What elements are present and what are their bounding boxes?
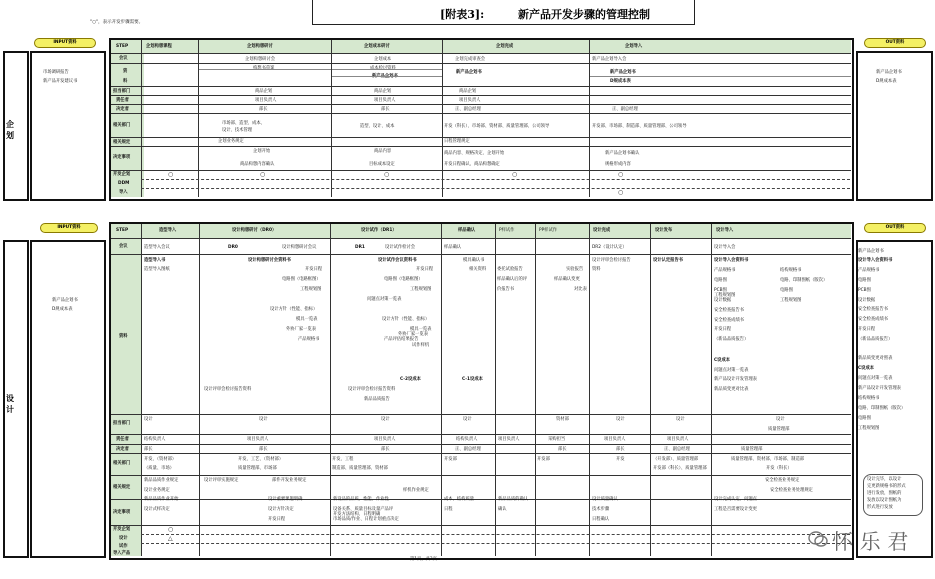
design-decision-18: 设计完成认定、问题点 bbox=[714, 497, 757, 502]
design-out-9: 开发日程 bbox=[858, 327, 876, 332]
plan-related-2: 设计、技术管理 bbox=[222, 128, 253, 133]
plan-data-4: 新产品企划书 bbox=[372, 74, 398, 79]
design-col3-6: 设计方针（性能、指标） bbox=[382, 317, 430, 322]
plan-step-3: 企划成本研讨 bbox=[364, 44, 390, 49]
design-col5-1: 委托试验报告 bbox=[497, 267, 523, 272]
design-owner-5: 项目负责人 bbox=[498, 437, 520, 442]
plan-row-related: 相关部门 bbox=[113, 123, 131, 128]
design-related-4: 质量管理部、市场部 bbox=[238, 466, 277, 471]
plan-data-1: 构想书草案 bbox=[253, 66, 275, 71]
design-col3-11: C-2设成本 bbox=[400, 377, 421, 382]
plan-decider-1: 部长 bbox=[259, 107, 268, 112]
design-rule-2: 设计业务规定 bbox=[144, 488, 170, 493]
design-dept-1: 设计 bbox=[144, 417, 153, 422]
plan-input-item-2: 新产品开发建议书 bbox=[43, 79, 78, 84]
design-decision-15: 设计质量确认 bbox=[592, 497, 618, 502]
design-row-data: 资料 bbox=[119, 334, 128, 339]
plan-input-item-1: 市场调研报告 bbox=[43, 70, 69, 75]
design-col6-2: 样品确认变更 bbox=[554, 277, 580, 282]
plan-decision-7: 新产品企划书确认 bbox=[605, 151, 640, 156]
design-col2-6: 模具一览表 bbox=[296, 317, 318, 322]
plan-decider-3: 正、副总经理 bbox=[455, 107, 481, 112]
design-out-12: C设成本 bbox=[858, 366, 875, 371]
plan-owner-1: 项目负责人 bbox=[255, 98, 277, 103]
plan-dept-2: 商品企划 bbox=[374, 89, 392, 94]
design-row-decisions: 决定事项 bbox=[113, 510, 131, 515]
design-note-1: 设计完毕，以设计 bbox=[867, 477, 902, 482]
design-related-5: 开发、工程 bbox=[332, 457, 354, 462]
plan-data-2: 成本检讨资料 bbox=[370, 66, 396, 71]
design-out-3: 产品规格书 bbox=[858, 268, 880, 273]
design-dept-4: 设计 bbox=[463, 417, 472, 422]
design-dept-8: 设计 bbox=[776, 417, 785, 422]
design-row-related: 相关部门 bbox=[113, 461, 131, 466]
plan-row-rules: 相关规定 bbox=[113, 140, 131, 145]
title-prefix: [附表3]: bbox=[440, 8, 485, 21]
design-out-5: PCB图 bbox=[858, 288, 871, 293]
design-decision-3: 设计重要课题明确 bbox=[268, 497, 303, 502]
design-col3-3: 电路图（电路框图） bbox=[384, 277, 423, 282]
design-col9-14: 新品质变更对比表 bbox=[714, 387, 749, 392]
design-col9-7: 安全检查报告书 bbox=[714, 308, 745, 313]
design-related-12: 开发（科长） bbox=[766, 466, 792, 471]
plan-circle-5: ○ bbox=[618, 171, 624, 178]
design-col9-9: 开发日程 bbox=[714, 327, 732, 332]
design-related-6: 制造部、质量管理部、资材部 bbox=[332, 466, 388, 471]
plan-decision-5: 商品内容、规格决定、企划开始 bbox=[444, 151, 505, 156]
design-step-5: P样试作 bbox=[499, 228, 515, 233]
plan-meeting-4: 新产品企划导入会 bbox=[592, 57, 627, 62]
design-col3-9: 产品评估结果报告 bbox=[384, 337, 419, 342]
plan-side-label: 企划 bbox=[6, 120, 14, 140]
design-dept-9: 质量管理部 bbox=[768, 427, 790, 432]
design-meeting-6: 样品确认 bbox=[444, 245, 462, 250]
design-col7-1: 设计评审会检讨报告 bbox=[592, 258, 631, 263]
plan-dept-3: 商品企划 bbox=[459, 89, 477, 94]
design-decider-4: 正、副总经理 bbox=[455, 447, 481, 452]
design-meeting-2: DR0 bbox=[228, 245, 238, 250]
design-decision-12: 新品品质的确认 bbox=[498, 497, 529, 502]
design-col1-2: 造型导入图纸 bbox=[144, 267, 170, 272]
plan-meeting-1: 企划构想研讨会 bbox=[245, 57, 276, 62]
design-row-step: STEP bbox=[116, 228, 129, 233]
design-decision-2: 设计式样决定 bbox=[144, 507, 170, 512]
design-col9-4: PCB图 bbox=[714, 288, 727, 293]
design-rule-6: 安全检查业务规定 bbox=[765, 478, 800, 483]
plan-circle-3: ○ bbox=[384, 171, 390, 178]
plan-output-button[interactable]: OUT资料 bbox=[864, 38, 926, 48]
design-input-item-1: 新产品企划书 bbox=[52, 298, 78, 303]
design-out-11: 新品质变更对照表 bbox=[858, 356, 893, 361]
design-circle-1: ○ bbox=[168, 526, 174, 533]
plan-decision-1: 企划开始 bbox=[253, 149, 271, 154]
plan-data-5: 新产品企划书 bbox=[610, 70, 636, 75]
design-step-7: 设计完成 bbox=[593, 228, 611, 233]
design-triangle-1: △ bbox=[168, 535, 173, 542]
plan-step-5: 企划导入 bbox=[625, 44, 643, 49]
design-col3-8: 外协厂家一览表 bbox=[398, 332, 429, 337]
plan-owner-3: 项目负责人 bbox=[459, 98, 481, 103]
plan-decision-2: 商品构想内容确认 bbox=[240, 162, 275, 167]
design-col6-1: 实验报告 bbox=[566, 267, 584, 272]
design-owner-1: 结构负责人 bbox=[144, 437, 166, 442]
design-out-1: 新产品企划书 bbox=[858, 249, 884, 254]
plan-circle-2: ○ bbox=[260, 171, 266, 178]
plan-row-owner: 责任者 bbox=[116, 98, 129, 103]
design-out-15: 结构规格书 bbox=[858, 396, 880, 401]
design-note-3: 进行发放，图纸的 bbox=[867, 491, 902, 496]
design-col3-4: 工程规划图 bbox=[410, 287, 432, 292]
design-step-2: 设计构想研讨（DR0） bbox=[232, 228, 277, 233]
plan-rule-2: 日程管理规定 bbox=[444, 139, 470, 144]
design-decision-14: 确认 bbox=[498, 507, 507, 512]
design-col6-3: 对比表 bbox=[574, 287, 587, 292]
design-note-4: 发放以设计图纸为 bbox=[867, 498, 902, 503]
design-decision-11: 日程 bbox=[444, 507, 453, 512]
plan-row-step: STEP bbox=[116, 44, 129, 49]
plan-row-ddm: DDM bbox=[118, 181, 130, 186]
design-row-kaifa: 开发企划 bbox=[113, 527, 131, 532]
plan-meeting-3: 企划完成审查会 bbox=[455, 57, 486, 62]
design-decision-5: 开发日程 bbox=[268, 517, 286, 522]
design-meeting-1: 造型导入会议 bbox=[144, 245, 170, 250]
design-owner-8: 项目负责人 bbox=[667, 437, 689, 442]
design-row-rules: 相关规定 bbox=[113, 485, 131, 490]
design-col9-12: 问题点对策一览表 bbox=[714, 368, 749, 373]
header-note: "○"，表示开发步骤需要。 bbox=[90, 20, 144, 25]
plan-related-4: 开发（科长）、市场部、资材部、质量管理部、公司领导 bbox=[444, 124, 550, 129]
page-title: 新产品开发步骤的管理控制 bbox=[518, 8, 650, 21]
plan-output-item-2: D规成本表 bbox=[876, 79, 897, 84]
plan-step-1: 企划构想课程 bbox=[146, 44, 172, 49]
plan-decision-8: 规格形成内容 bbox=[605, 162, 631, 167]
plan-decision-4: 目标成本设定 bbox=[369, 162, 395, 167]
design-row-trial: 试作 bbox=[119, 544, 128, 549]
design-rule-5: 样机作业规定 bbox=[403, 488, 429, 493]
design-input-item-2: D规成本表 bbox=[52, 307, 73, 312]
design-owner-2: 项目负责人 bbox=[247, 437, 269, 442]
design-col3-1: 设计试作会议资料书 bbox=[378, 258, 417, 263]
design-col9-8: 安全检查成绩书 bbox=[714, 318, 745, 323]
design-dept-7: 设计 bbox=[676, 417, 685, 422]
design-col2-1: 设计构想研讨会资料书 bbox=[248, 258, 291, 263]
design-decision-19: 工程是否需要设计变更 bbox=[714, 507, 757, 512]
design-col1-1: 造型导入书 bbox=[144, 258, 166, 263]
design-note-2: 完更新规格书的形式 bbox=[867, 484, 906, 489]
design-related-13: 质量管理部、资材部、市场部、制造部 bbox=[731, 457, 805, 462]
plan-related-3: 造型、设计、成本 bbox=[360, 124, 395, 129]
plan-dept-1: 商品企划 bbox=[255, 89, 273, 94]
design-step-6: PP样试作 bbox=[539, 228, 558, 233]
design-owner-7: 项目负责人 bbox=[604, 437, 626, 442]
design-related-2: （质量、市场） bbox=[144, 466, 175, 471]
plan-decision-3: 商品内容 bbox=[374, 149, 392, 154]
design-dept-6: 设计 bbox=[616, 417, 625, 422]
design-dept-3: 设计 bbox=[381, 417, 390, 422]
design-output-button[interactable]: OUT资料 bbox=[864, 223, 926, 233]
design-meeting-7: DR2（设计认定） bbox=[592, 245, 627, 250]
design-rule-4: 部件开发业务规定 bbox=[272, 478, 307, 483]
plan-row-kaifa: 开发企划 bbox=[113, 172, 131, 177]
plan-row-dept: 担当部门 bbox=[113, 89, 131, 94]
design-col2-7: 外协厂家一览表 bbox=[286, 327, 317, 332]
plan-row-data-2: 料 bbox=[123, 79, 128, 84]
design-col4-3: C-1设成本 bbox=[462, 377, 483, 382]
design-col2-4: 工程规划图 bbox=[300, 287, 322, 292]
design-decision-16: 技术步骤 bbox=[592, 507, 610, 512]
design-col9-13: 新产品设计开发管理表 bbox=[714, 377, 757, 382]
design-decision-17: 日程确认 bbox=[592, 517, 610, 522]
design-related-10: （开发部）、质量管理部 bbox=[653, 457, 699, 462]
design-col2-3: 电路图（电路框图） bbox=[282, 277, 321, 282]
design-row-meeting: 会议 bbox=[119, 244, 128, 249]
design-owner-6: 采购担当 bbox=[548, 437, 566, 442]
design-rule-7: 安全检查业务处理规定 bbox=[770, 488, 813, 493]
design-meeting-5: 设计试作检讨会 bbox=[385, 245, 416, 250]
design-col9-15: 结构规格书 bbox=[780, 268, 802, 273]
design-decider-3: 部长 bbox=[381, 447, 390, 452]
design-related-11: 开发部（科长）、质量管理部 bbox=[653, 466, 707, 471]
plan-output-item-1: 新产品企划书 bbox=[876, 70, 902, 75]
plan-circle-4: ○ bbox=[512, 171, 518, 178]
design-col9-3: 电路图 bbox=[714, 278, 727, 283]
design-col9-2: 产品规格书 bbox=[714, 268, 736, 273]
design-col9-5: 工程规划图 bbox=[714, 293, 736, 298]
design-col7-2: 资料 bbox=[592, 267, 601, 272]
design-step-9: 设计导入 bbox=[716, 228, 734, 233]
plan-row-data-1: 资 bbox=[123, 69, 128, 74]
design-dept-2: 设计 bbox=[259, 417, 268, 422]
wechat-icon bbox=[808, 530, 828, 548]
design-decision-6: 新设品的品质、性能、作业性 bbox=[333, 497, 389, 502]
design-col2-8: 产品规格书 bbox=[298, 337, 320, 342]
plan-row-decider: 决定者 bbox=[116, 107, 129, 112]
design-col9-17: 电路图 bbox=[780, 288, 793, 293]
design-owner-4: 结构负责人 bbox=[456, 437, 478, 442]
design-row-dept: 担当部门 bbox=[113, 421, 131, 426]
design-col9-10: （新品品质报告） bbox=[714, 337, 749, 342]
design-note-5: 形式进行发放 bbox=[867, 505, 893, 510]
design-decider-2: 部长 bbox=[259, 447, 268, 452]
design-col9-1: 设计导入会资料书 bbox=[714, 258, 749, 263]
design-out-10: （新品品质报告） bbox=[858, 337, 893, 342]
plan-decision-6: 开发日程确认、商品构想确定 bbox=[444, 162, 500, 167]
plan-row-meeting: 会议 bbox=[119, 56, 128, 61]
design-rule-3: 设计评审实施规定 bbox=[204, 478, 239, 483]
design-related-3: 开发、工艺、（资材部） bbox=[238, 457, 284, 462]
design-rule-1: 新品品质作业规定 bbox=[144, 478, 179, 483]
design-related-1: 开发、（资材部） bbox=[144, 457, 177, 462]
design-decider-6: 部长 bbox=[616, 447, 625, 452]
design-side-label: 设计 bbox=[6, 394, 14, 414]
plan-decider-4: 正、副总经理 bbox=[612, 107, 638, 112]
design-related-9: 开发 bbox=[616, 457, 625, 462]
design-decision-10: 成本、结构质量 bbox=[444, 497, 475, 502]
design-step-3: 设计试作（DR1） bbox=[361, 228, 397, 233]
design-step-1: 造型导入 bbox=[159, 228, 177, 233]
plan-row-decisions: 决定事项 bbox=[113, 155, 131, 160]
plan-data-3: 新产品企划书 bbox=[456, 70, 482, 75]
design-col2-2: 开发日程 bbox=[305, 267, 323, 272]
design-col3-13: 新品品质报告 bbox=[364, 397, 390, 402]
design-input-box bbox=[30, 240, 106, 558]
plan-meeting-2: 企划成本 bbox=[374, 57, 392, 62]
design-decider-7: 正、副总经理 bbox=[664, 447, 690, 452]
design-col5-2: 样品确认后的评 bbox=[497, 277, 528, 282]
plan-circle-1: ○ bbox=[168, 171, 174, 178]
design-col2-9: 设计评审会检讨报告资料 bbox=[204, 387, 252, 392]
design-row-owner: 责任者 bbox=[116, 437, 129, 442]
design-row-design: 设计 bbox=[119, 536, 128, 541]
design-meeting-3: 设计构想研讨会议 bbox=[282, 245, 317, 250]
plan-step-4: 企划完成 bbox=[496, 44, 514, 49]
plan-rule-1: 企划业务规定 bbox=[218, 139, 244, 144]
design-row-product: 导入产品 bbox=[113, 551, 131, 556]
plan-step-2: 企划构想研讨 bbox=[247, 44, 273, 49]
design-decision-1: 新品品质作业开始 bbox=[144, 497, 179, 502]
design-decision-7: 设备关系、质量目标及量产品评 bbox=[333, 507, 394, 512]
design-col3-5: 问题点对策一览表 bbox=[367, 297, 402, 302]
design-out-18: 工程规划图 bbox=[858, 426, 880, 431]
design-decision-9: 市场品质/作业、日程计划重点决定 bbox=[333, 517, 399, 522]
plan-circle-6: ○ bbox=[618, 189, 624, 196]
plan-data-7: D规成本表 bbox=[610, 79, 631, 84]
design-out-17: 电路图 bbox=[858, 416, 871, 421]
design-col2-5: 设计方针（性能、指标） bbox=[270, 307, 318, 312]
design-out-8: 安全检查成绩书 bbox=[858, 317, 889, 322]
plan-related-5: 开发部、市场部、制造部、质量管理部、公司领导 bbox=[592, 124, 687, 129]
design-col9-11: C设成本 bbox=[714, 358, 731, 363]
design-col3-2: 开发日程 bbox=[416, 267, 434, 272]
plan-related-1: 市场部、造型、成本、 bbox=[222, 121, 265, 126]
plan-input-button[interactable]: INPUT资料 bbox=[34, 38, 96, 48]
design-col5-3: 价报告书 bbox=[497, 287, 515, 292]
design-col9-18: 工程规划图 bbox=[780, 298, 802, 303]
design-meeting-8: 设计导入会 bbox=[714, 245, 736, 250]
design-decision-4: 设计方针决定 bbox=[268, 507, 294, 512]
design-col9-16: 电路、印制图纸（版次） bbox=[780, 278, 828, 283]
design-out-16: 电路、印制图纸（版次） bbox=[858, 406, 906, 411]
design-row-decider: 决定者 bbox=[116, 447, 129, 452]
plan-row-import: 导入 bbox=[119, 190, 128, 195]
design-step-8: 设计发布 bbox=[655, 228, 673, 233]
design-out-14: 新产品设计开发管理表 bbox=[858, 386, 901, 391]
plan-decider-2: 部长 bbox=[381, 107, 390, 112]
watermark: 怀 乐 君 bbox=[832, 530, 909, 554]
plan-owner-2: 项目负责人 bbox=[374, 98, 396, 103]
design-col3-10: 试作样机 bbox=[412, 343, 430, 348]
design-related-7: 开发部 bbox=[444, 457, 457, 462]
design-step-4: 样品确认 bbox=[458, 228, 476, 233]
design-out-6: 设计数据 bbox=[858, 298, 876, 303]
design-decider-8: 质量管理部 bbox=[741, 447, 763, 452]
design-col4-1: 模具确认书 bbox=[463, 258, 485, 263]
design-related-8: 开发部 bbox=[537, 457, 550, 462]
design-col9-6: 设计数据 bbox=[714, 298, 732, 303]
design-dept-5: 资材部 bbox=[556, 417, 569, 422]
design-out-13: 问题点对策一览表 bbox=[858, 376, 893, 381]
design-col4-2: 相关资料 bbox=[469, 267, 487, 272]
design-meeting-4: DR1 bbox=[355, 245, 365, 250]
design-decision-8: 开发方法结构、日程明确 bbox=[333, 512, 381, 517]
design-out-2: 设计导入会资料书 bbox=[858, 258, 893, 263]
design-owner-3: 项目负责人 bbox=[374, 437, 396, 442]
design-decider-5: 部长 bbox=[558, 447, 567, 452]
design-col3-12: 设计评审会检讨报告资料 bbox=[348, 387, 396, 392]
design-input-button[interactable]: INPUT资料 bbox=[40, 223, 98, 233]
design-col8-1: 设计认定报告书 bbox=[653, 258, 684, 263]
design-out-4: 电路图 bbox=[858, 278, 871, 283]
page-number: 第1页，共3页 bbox=[410, 557, 437, 562]
design-col3-7: 模具一览表 bbox=[410, 327, 432, 332]
design-decider-1: 部长 bbox=[144, 447, 153, 452]
design-out-7: 安全检查报告书 bbox=[858, 307, 889, 312]
